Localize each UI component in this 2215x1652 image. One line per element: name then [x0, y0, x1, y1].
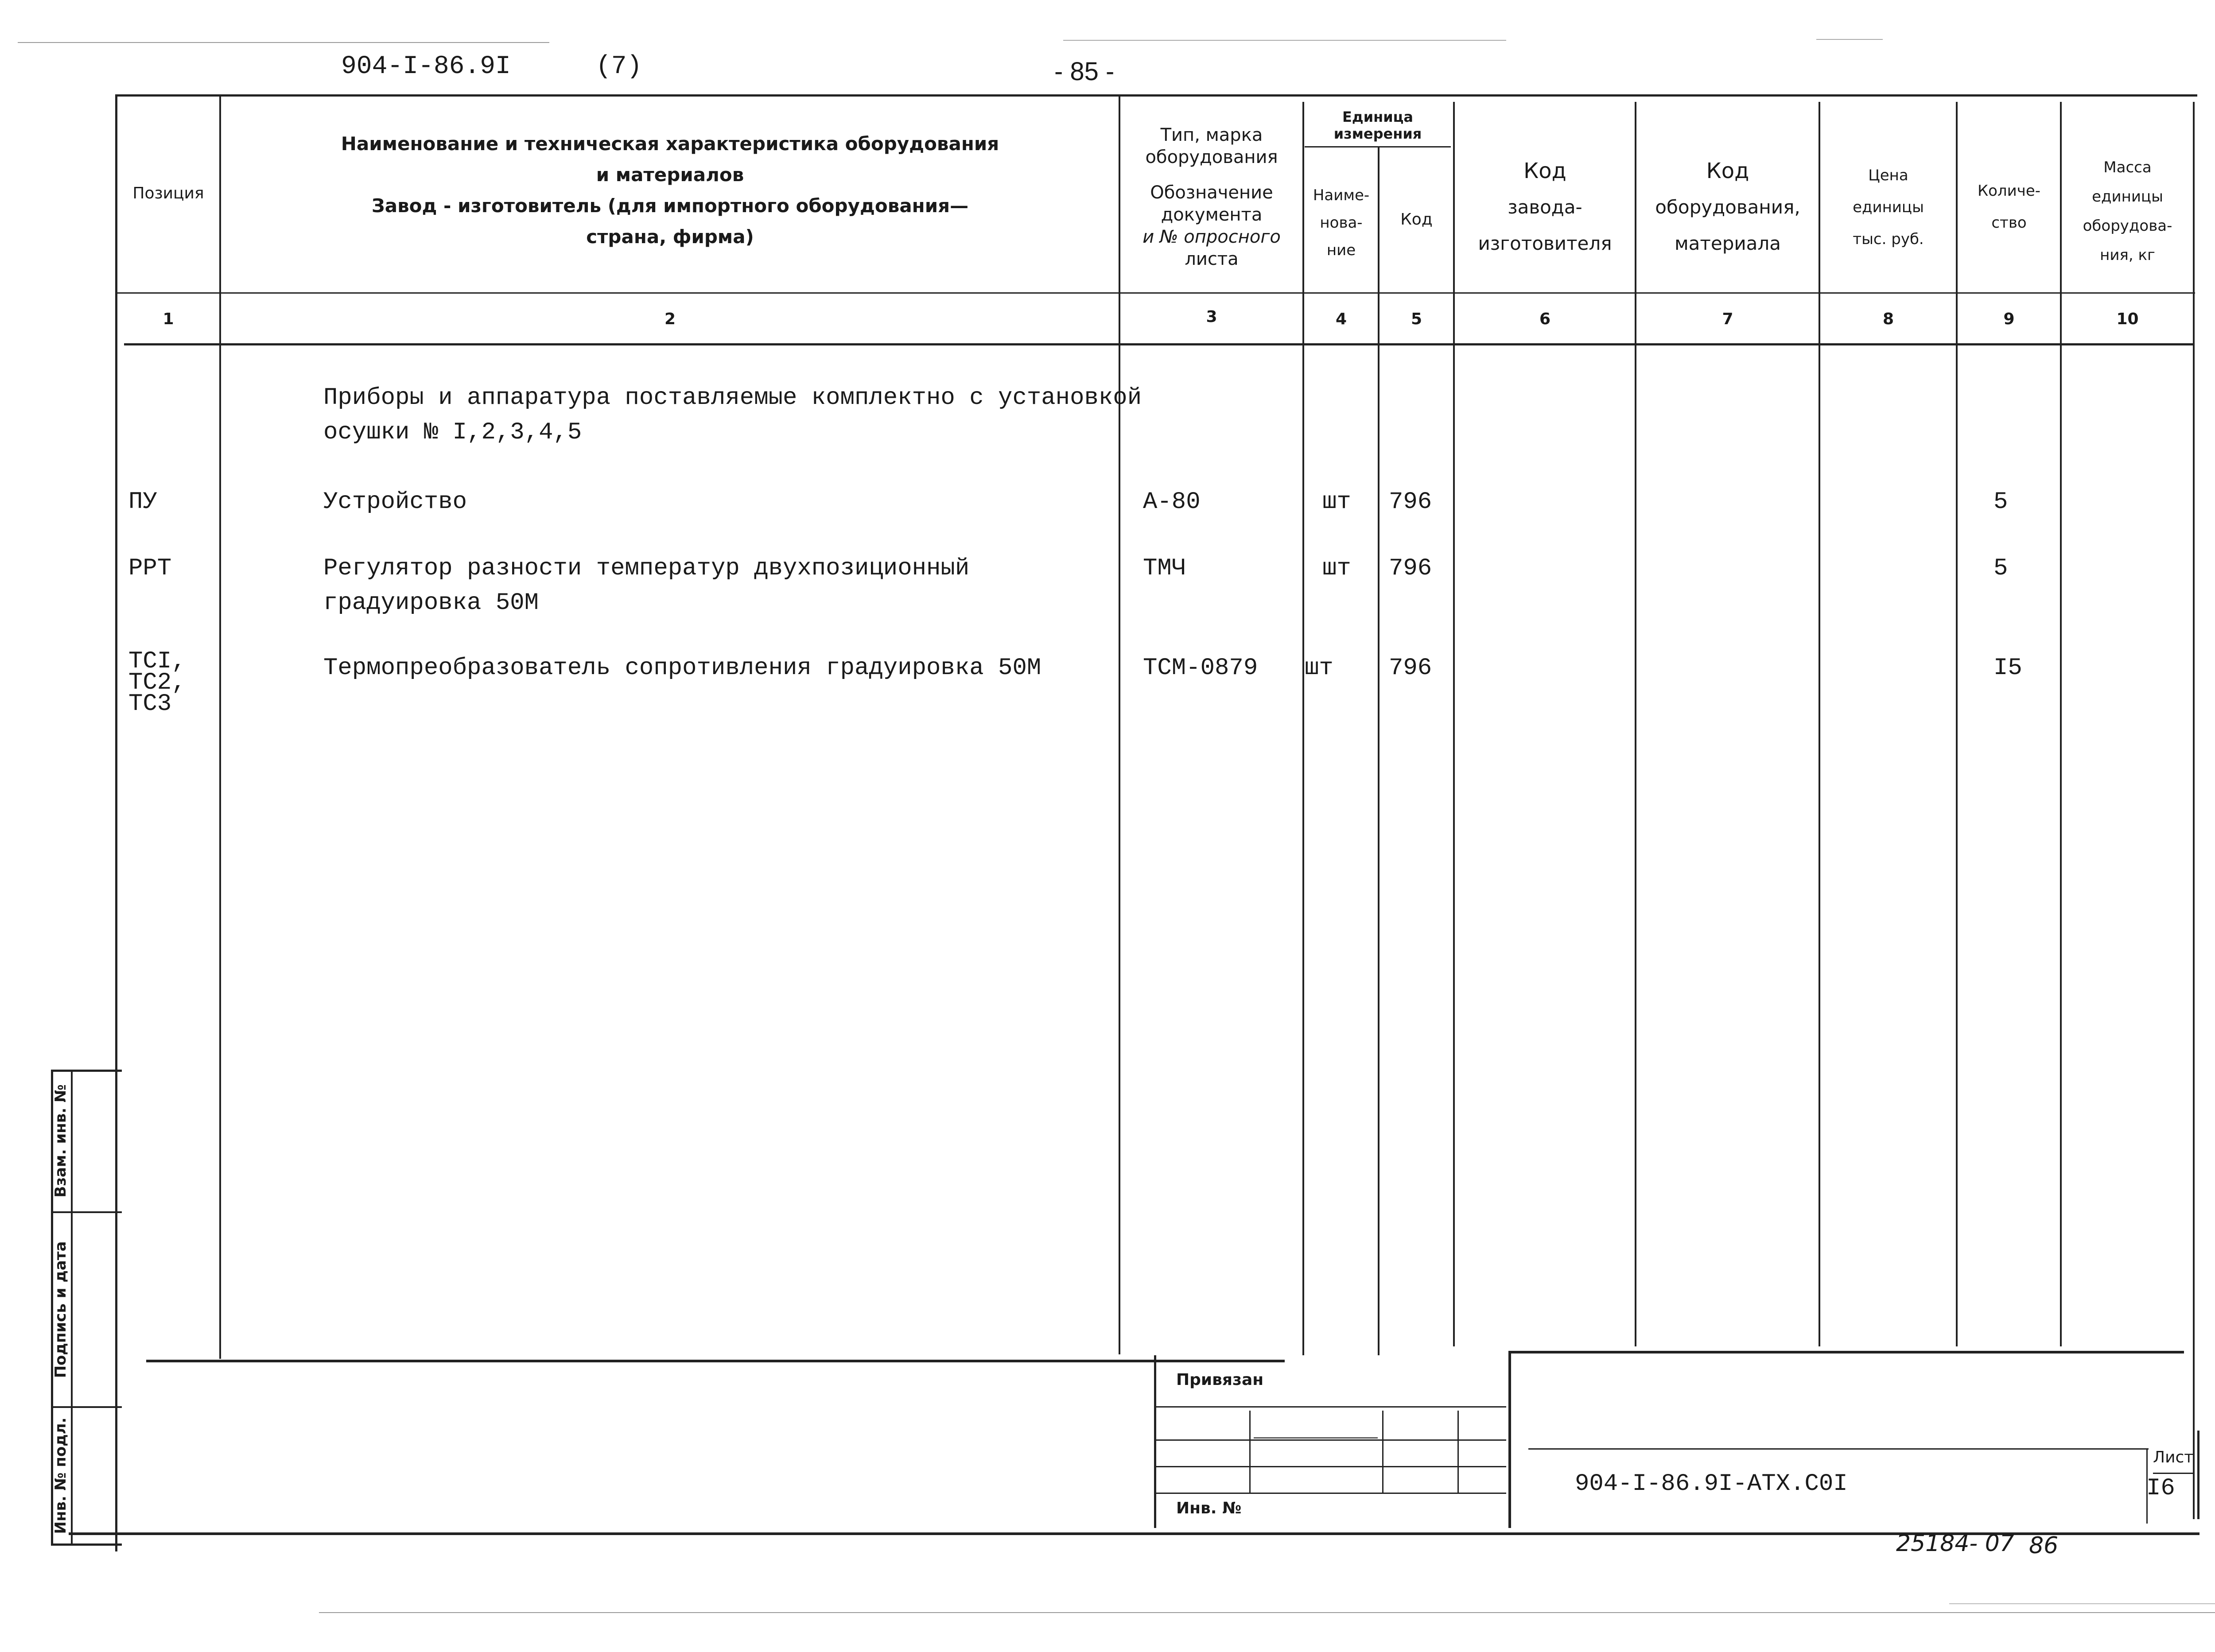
col-3-header: Тип, марка оборудования Обозначение документа и № опросного листа — [1142, 125, 1281, 269]
col-num-5: 5 — [1411, 310, 1422, 328]
col-7-header: Код оборудования, материала — [1655, 159, 1800, 254]
col-5-header: Код — [1400, 210, 1433, 229]
table-row-2-unit-name: шт — [1322, 555, 1351, 582]
table-row-3-unit-code: 796 — [1389, 655, 1432, 682]
table-row-3-name: Термопреобразователь сопротивления градуировка 50М — [323, 655, 1041, 682]
page-number: - 85 - — [1054, 57, 1115, 86]
table-row-3-type: ТСМ-0879 — [1143, 655, 1258, 682]
stamp-original-inv: Инв. № подл. — [52, 1417, 70, 1534]
table-row-2-unit-code: 796 — [1389, 555, 1432, 582]
table-row-1-qty: 5 — [1994, 489, 2008, 516]
col-num-8: 8 — [1882, 310, 1894, 328]
col-num-9: 9 — [2003, 310, 2015, 328]
sheet-label: Лист — [2153, 1448, 2194, 1466]
table-row-2-qty: 5 — [1994, 555, 2008, 582]
col-1-header: Позиция — [132, 184, 204, 202]
table-row-1-unit-code: 796 — [1389, 489, 1432, 516]
table-row-3-qty: I5 — [1994, 655, 2022, 682]
col-6-header: Код завода- изготовителя — [1478, 159, 1612, 254]
unit-group-header: Единица измерения — [1333, 109, 1422, 142]
doc-code: 904-I-86.9I — [341, 52, 511, 81]
archive-page: 86 — [2029, 1532, 2059, 1559]
table-row-3-position: TCI, TC2, TC3 — [128, 648, 186, 717]
col-9-header: Количе- ство — [1977, 182, 2041, 232]
section-title: Приборы и аппаратура поставляемые комплектно с установкой осушки № I,2,3,4,5 — [323, 384, 1142, 446]
col-num-10: 10 — [2116, 310, 2139, 328]
col-num-4: 4 — [1335, 310, 1347, 328]
col-4-header: Наиме- нова- ние — [1313, 186, 1370, 259]
col-10-header: Масса единицы оборудова- ния, кг — [2083, 159, 2172, 264]
col-num-7: 7 — [1722, 310, 1733, 328]
sheet-number: I6 — [2146, 1475, 2175, 1502]
inv-label: Инв. № — [1176, 1499, 1242, 1517]
table-row-1-name: Устройство — [323, 489, 467, 516]
drawing-code: 904-I-86.9I-АТХ.С0I — [1575, 1470, 1848, 1497]
table-row-1-unit-name: шт — [1322, 489, 1351, 516]
col-num-2: 2 — [664, 310, 676, 328]
archive-code: 25184- 07 — [1896, 1530, 2014, 1557]
col-num-1: 1 — [163, 310, 174, 328]
table-row-1-type: А-80 — [1143, 489, 1201, 516]
col-num-6: 6 — [1539, 310, 1551, 328]
col-2-header: Наименование и техническая характеристика оборудования и материалов Завод - изготовитель (для импортного оборудования— страна, фирма) — [341, 133, 999, 248]
table-row-2-name: Регулятор разности температур двухпозиционный градуировка 50М — [323, 555, 970, 617]
table-row-2-type: ТМЧ — [1143, 555, 1186, 582]
bound-label: Привязан — [1176, 1371, 1264, 1389]
stamp-replaced-inv: Взам. инв. № — [52, 1084, 70, 1198]
table-row-3-unit-name: шт — [1305, 655, 1333, 682]
col-8-header: Цена единицы тыс. руб. — [1853, 167, 1924, 248]
doc-part: (7) — [596, 52, 642, 81]
table-row-2-position: РРТ — [128, 555, 172, 582]
col-num-3: 3 — [1206, 308, 1217, 326]
table-row-1-position: ПУ — [128, 489, 157, 516]
stamp-signature-date: Подпись и дата — [52, 1241, 70, 1378]
